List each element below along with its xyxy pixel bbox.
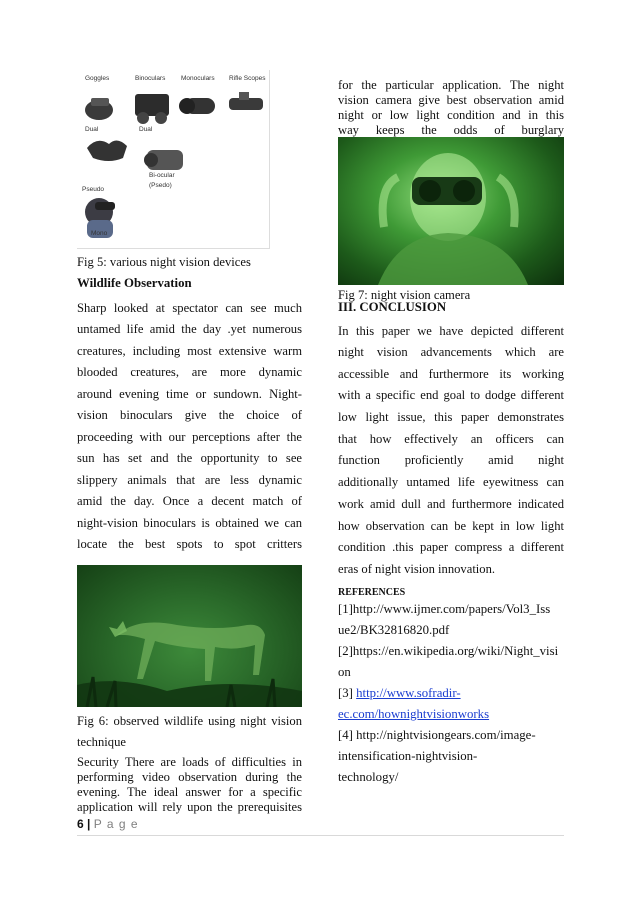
conclusion-line: accessible and furthermore its working: [338, 366, 564, 381]
wildlife-line: around evening time or sundown. Night-: [77, 386, 302, 401]
label-mono: Mono: [91, 230, 108, 237]
reference-4-line-3: technology/: [338, 770, 399, 784]
night-vision-soldier-icon: [338, 137, 564, 285]
right-top-line: vision camera give best observation amid: [338, 93, 564, 107]
conclusion-line: eras of night vision innovation.: [338, 561, 496, 576]
page-word: P a g e: [93, 817, 139, 831]
reference-1-line-1: [1]http://www.ijmer.com/papers/Vol3_Iss: [338, 602, 551, 616]
wildlife-paragraph: [77, 298, 302, 556]
page-number: 6: [77, 817, 84, 831]
wildlife-line: night-vision binoculars is obtained we can: [77, 515, 302, 530]
right-top-paragraph: [338, 78, 564, 138]
wildlife-line: amid the day. Once a decent match of: [77, 494, 302, 508]
label-dual-2: Dual: [139, 126, 153, 133]
security-line: evening. The ideal answer for a specific: [77, 785, 302, 799]
wildlife-line: Sharp looked at spectator can see much: [77, 301, 302, 315]
fig5-devices-image: [77, 70, 270, 249]
label-pseudo: Pseudo: [82, 186, 105, 193]
wildlife-line: slippery animals that are less dynamic: [77, 472, 302, 487]
conclusion-line: with a specific end goal to dodge different: [338, 388, 564, 403]
conclusion-line: how observation can be kept in low light: [338, 518, 564, 533]
wildlife-line: sun has set and the opportunity to see: [77, 451, 302, 465]
reference-1-line-2: ue2/BK32816820.pdf: [338, 623, 450, 637]
fig5-caption: Fig 5: various night vision devices: [77, 255, 251, 269]
label-goggles: Goggles: [85, 75, 110, 82]
night-vision-devices-icon: [77, 70, 269, 248]
conclusion-line: In this paper we have depicted different: [338, 324, 564, 338]
fig6-wildlife-image: [77, 565, 302, 707]
reference-4-line-2: intensification-nightvision-: [338, 749, 478, 763]
conclusion-line: low light issue, this paper demonstrates: [338, 410, 564, 425]
references-heading: REFERENCES: [338, 587, 406, 598]
wildlife-line: proceeding with our perceptions after the: [77, 429, 302, 444]
right-top-line: for the particular application. The night: [338, 78, 564, 92]
security-line: application will rely upon the prerequisites: [77, 800, 302, 814]
reference-3-link[interactable]: http://www.sofradir-: [356, 686, 461, 700]
references-list: [338, 601, 568, 790]
reference-4-line-1: [4] http://nightvisiongears.com/image-: [338, 728, 536, 742]
reference-2-line-1: [2]https://en.wikipedia.org/wiki/Night_visi: [338, 644, 559, 658]
fig7-camera-image: [338, 137, 564, 285]
reference-2-line-2: on: [338, 665, 351, 679]
conclusion-line: work amid dull and furthermore indicated: [338, 496, 564, 511]
reference-3-prefix: [3]: [338, 686, 357, 700]
right-top-line: way keeps the odds of burglary: [338, 123, 564, 137]
reference-3: [338, 685, 568, 706]
fig7-caption: Fig 7: night vision camera: [338, 288, 471, 302]
wildlife-line: locate the best spots to spot critters: [77, 537, 302, 551]
wildlife-line: untamed life amid the day .yet numerous: [77, 322, 302, 336]
label-psedo: (Psedo): [149, 182, 172, 189]
label-rifle-scopes: Rifle Scopes: [229, 75, 266, 82]
wildlife-cat-icon: [77, 565, 302, 707]
right-top-line: night or low light condition and in this: [338, 108, 564, 122]
security-paragraph: [77, 755, 302, 815]
conclusion-line: that how effectively an officers can: [338, 431, 564, 446]
page-footer: [77, 817, 139, 831]
label-biocular: Bi-ocular: [149, 172, 175, 179]
conclusion-heading: III. CONCLUSION: [338, 300, 447, 314]
conclusion-line: function proficiently amid night: [338, 453, 564, 468]
wildlife-line: creatures, including most extensive warm: [77, 343, 302, 358]
reference-3-link-cont[interactable]: ec.com/hownightvisionworks: [338, 707, 490, 721]
security-line: performing video observation during the: [77, 770, 302, 784]
fig6-caption-line-1: Fig 6: observed wildlife using night vision: [77, 714, 302, 728]
wildlife-heading: Wildlife Observation: [77, 276, 192, 290]
label-monoculars: Monoculars: [181, 75, 215, 82]
conclusion-line: additionally untamed life eyewitness can: [338, 475, 564, 490]
conclusion-paragraph: [338, 320, 564, 581]
label-dual-1: Dual: [85, 126, 99, 133]
security-line: Security There are loads of difficulties in: [77, 755, 302, 769]
conclusion-line: condition .this paper compress a different: [338, 540, 564, 555]
reference-3-line-2: [338, 706, 568, 727]
footer-divider: [77, 835, 564, 836]
fig6-caption-line-2: technique: [77, 735, 126, 749]
fig6-caption: [77, 711, 302, 753]
wildlife-line: vision binoculars give the choice of: [77, 408, 302, 422]
conclusion-line: night vision advancements which are: [338, 345, 564, 359]
footer-separator: |: [87, 817, 91, 831]
wildlife-line: blooded creatures, are more dynamic: [77, 365, 302, 379]
label-binoculars: Binoculars: [135, 75, 166, 82]
